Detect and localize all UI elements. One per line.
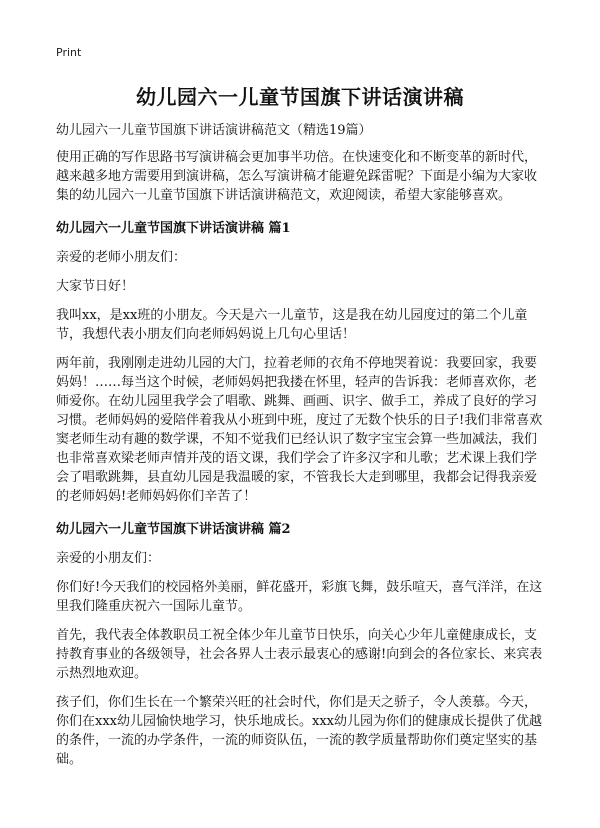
intro-paragraph: 使用正确的写作思路书写演讲稿会更加事半功倍。在快速变化和不断变革的新时代，越来越多地方需要用到演讲稿，怎么写演讲稿才能避免踩雷呢？下面是小编为大家收集的幼儿园六一儿童节国旗下讲话演讲稿范文，欢迎阅读，希望大家能够喜欢。 <box>56 150 538 203</box>
print-link[interactable]: Print <box>56 46 82 59</box>
paragraph: 孩子们，你们生长在一个繁荣兴旺的社会时代，你们是天之骄子，令人羡慕。今天，你们在xxx幼儿园愉快地学习，快乐地成长。xxx幼儿园为你们的健康成长提供了优越的条件，一流的办学条件，一流的师资队伍，一流的教学质量帮助你们奠定坚实的基础。 <box>56 695 542 767</box>
paragraph: 两年前，我刚刚走进幼儿园的大门，拉着老师的衣角不停地哭着说：我要回家，我要妈妈！……每当这个时候，老师妈妈把我搂在怀里，轻声的告诉我：老师喜欢你，老师爱你。在幼儿园里我学会了唱歌、跳舞、画画、识字、做手工，养成了良好的学习习惯。老师妈妈的爱陪伴着我从小班到中班，度过了无数个快乐的日子!我们非常喜欢窦老师生动有趣的数学课，不知不觉我们已经认识了数字宝宝会算一些加减法，我们也非常喜欢梁老师声情并茂的语文课，我们学会了许多汉字和儿歌；艺术课上我们学会了唱歌跳舞，县直幼儿园是我温暖的家，不管我长大走到哪里，我都会记得我亲爱的老师妈妈!老师妈妈你们辛苦了！ <box>56 356 543 504</box>
article-body <box>56 148 546 779</box>
paragraph: 亲爱的老师小朋友们： <box>56 250 187 265</box>
paragraph: 你们好!今天我们的校园格外美丽，鲜花盛开，彩旗飞舞，鼓乐喧天，喜气洋洋，在这里我们隆重庆祝六一国际儿童节。 <box>56 580 543 614</box>
paragraph: 首先，我代表全体教职员工祝全体少年儿童节日快乐，向关心少年儿童健康成长，支持教育事业的各级领导，社会各界人士表示最衷心的感谢!向到会的各位家长、来宾表示热烈地欢迎。 <box>56 628 543 681</box>
section-heading: 幼儿园六一儿童节国旗下讲话演讲稿 篇1 <box>56 221 291 236</box>
paragraph: 亲爱的小朋友们： <box>56 551 161 566</box>
section-heading: 幼儿园六一儿童节国旗下讲话演讲稿 篇2 <box>56 522 291 537</box>
page-subtitle: 幼儿园六一儿童节国旗下讲话演讲稿范文（精选19篇） <box>56 123 372 138</box>
paragraph: 我叫xx，是xx班的小朋友。今天是六一儿童节，这是我在幼儿园度过的第二个儿童节，我想代表小朋友们向老师妈妈说上几句心里话！ <box>56 308 528 342</box>
paragraph: 大家节日好！ <box>56 279 135 294</box>
page-title: 幼儿园六一儿童节国旗下讲话演讲稿 <box>136 85 464 109</box>
